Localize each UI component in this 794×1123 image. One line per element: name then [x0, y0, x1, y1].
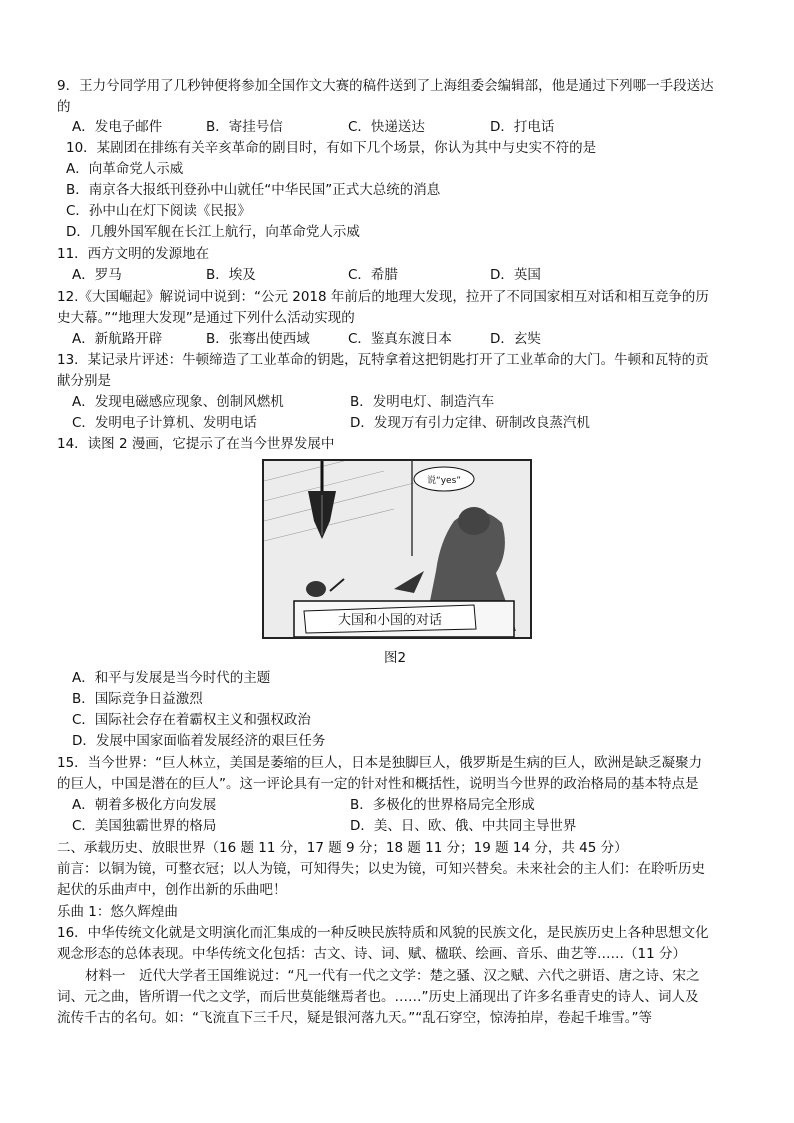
q15-option-c: C．美国独霸世界的格局	[72, 818, 217, 834]
q11-option-a: A．罗马	[72, 267, 122, 283]
music-title: 乐曲 1：悠久辉煌曲	[57, 904, 178, 920]
q16-stem-line2: 观念形态的总体表现。中华传统文化包括：古文、诗、词、赋、楹联、绘画、音乐、曲艺等……（11 分）	[57, 946, 686, 962]
preface-line2: 起伏的乐曲声中，创作出新的乐曲吧！	[57, 882, 287, 898]
q15-option-a: A．朝着多极化方向发展	[72, 797, 217, 813]
q13-option-b: B．发明电灯、制造汽车	[350, 394, 495, 410]
q9-stem-line1: 9．王力兮同学用了几秒钟便将参加全国作文大赛的稿件送到了上海组委会编辑部，他是通过下列哪一手段送达	[57, 78, 714, 94]
cartoon-illustration	[264, 461, 530, 637]
q15-option-b: B．多极化的世界格局完全形成	[350, 797, 535, 813]
section-heading: 二、承载历史、放眼世界（16 题 11 分，17 题 9 分；18 题 11 分；19 题 14 分，共 45 分）	[57, 840, 628, 856]
q15-stem-line1: 15．当今世界：“巨人林立，美国是萎缩的巨人，日本是独脚巨人，俄罗斯是生病的巨人，欧洲是缺乏凝聚力	[57, 755, 703, 771]
q10-option-b: B．南京各大报纸刊登孙中山就任“中华民国”正式大总统的消息	[66, 182, 441, 198]
q11-option-d: D．英国	[490, 267, 541, 283]
q14-option-b: B．国际竞争日益激烈	[72, 691, 203, 707]
q9-option-b: B．寄挂号信	[206, 119, 283, 135]
q16-material1-line2: 词、元之曲，皆所谓一代之文学，而后世莫能继焉者也。……”历史上涌现出了许多名垂青史的诗人、词人及	[57, 989, 699, 1005]
q13-option-d: D．发现万有引力定律、研制改良蒸汽机	[350, 415, 590, 431]
q12-option-a: A．新航路开辟	[72, 331, 163, 347]
q9-option-d: D．打电话	[490, 119, 555, 135]
q14-option-a: A．和平与发展是当今时代的主题	[72, 670, 271, 686]
preface-line1: 前言：以铜为镜，可整衣冠；以人为镜，可知得失；以史为镜，可知兴替矣。未来社会的主人们：在聆听历史	[57, 861, 705, 877]
q13-option-a: A．发现电磁感应现象、创制风燃机	[72, 394, 284, 410]
q12-stem-line1: 12.《大国崛起》解说词中说到：“公元 2018 年前后的地理大发现，拉开了不同国家相互对话和相互竞争的历	[57, 289, 709, 305]
q13-stem-line1: 13．某记录片评述：牛顿缔造了工业革命的钥匙，瓦特拿着这把钥匙打开了工业革命的大门。牛顿和瓦特的贡	[57, 352, 709, 368]
q14-option-c: C．国际社会存在着霸权主义和强权政治	[72, 712, 311, 728]
q13-option-c: C．发明电子计算机、发明电话	[72, 415, 257, 431]
q15-stem-line2: 的巨人，中国是潜在的巨人”。这一评论具有一定的针对性和概括性，说明当今世界的政治格局的基本特点是	[57, 776, 699, 792]
q11-stem: 11．西方文明的发源地在	[57, 246, 210, 262]
q10-stem: 10．某剧团在排练有关辛亥革命的剧目时，有如下几个场景，你认为其中与史实不符的是	[66, 140, 597, 156]
q12-stem-line2: 史大幕。”“地理大发现”是通过下列什么活动实现的	[57, 310, 355, 326]
cartoon-banner-text: 大国和小国的对话	[337, 613, 443, 628]
figure-caption: 图2	[384, 650, 407, 666]
q9-option-c: C．快递送达	[348, 119, 425, 135]
q12-option-b: B．张骞出使西域	[206, 331, 310, 347]
q10-option-d: D．几艘外国军舰在长江上航行，向革命党人示威	[66, 224, 360, 240]
q11-option-c: C．希腊	[348, 267, 398, 283]
cartoon-figure	[262, 459, 532, 639]
q12-option-d: D．玄奘	[490, 331, 541, 347]
q16-stem-line1: 16．中华传统文化就是文明演化而汇集成的一种反映民族特质和风貌的民族文化，是民族历史上各种思想文化	[57, 925, 709, 941]
q9-option-a: A．发电子邮件	[72, 119, 163, 135]
q14-option-d: D．发展中国家面临着发展经济的艰巨任务	[72, 733, 326, 749]
q16-material1-line1: 材料一 近代大学者王国维说过：“凡一代有一代之文学：楚之骚、汉之赋、六代之骈语、唐之诗、宋之	[85, 968, 700, 984]
cartoon-speech-bubble: 说“yes”	[427, 476, 461, 486]
q9-stem-line2: 的	[57, 99, 71, 115]
q11-option-b: B．埃及	[206, 267, 256, 283]
q10-option-a: A．向革命党人示威	[66, 161, 184, 177]
q12-option-c: C．鉴真东渡日本	[348, 331, 452, 347]
q10-option-c: C．孙中山在灯下阅读《民报》	[66, 203, 251, 219]
q13-stem-line2: 献分别是	[57, 373, 111, 389]
q16-material1-line3: 流传千古的名句。如：“飞流直下三千尺，疑是银河落九天。”“乱石穿空，惊涛拍岸，卷起千堆雪。”等	[57, 1010, 652, 1026]
q15-option-d: D．美、日、欧、俄、中共同主导世界	[350, 818, 577, 834]
q14-stem: 14．读图 2 漫画，它提示了在当今世界发展中	[57, 436, 335, 452]
